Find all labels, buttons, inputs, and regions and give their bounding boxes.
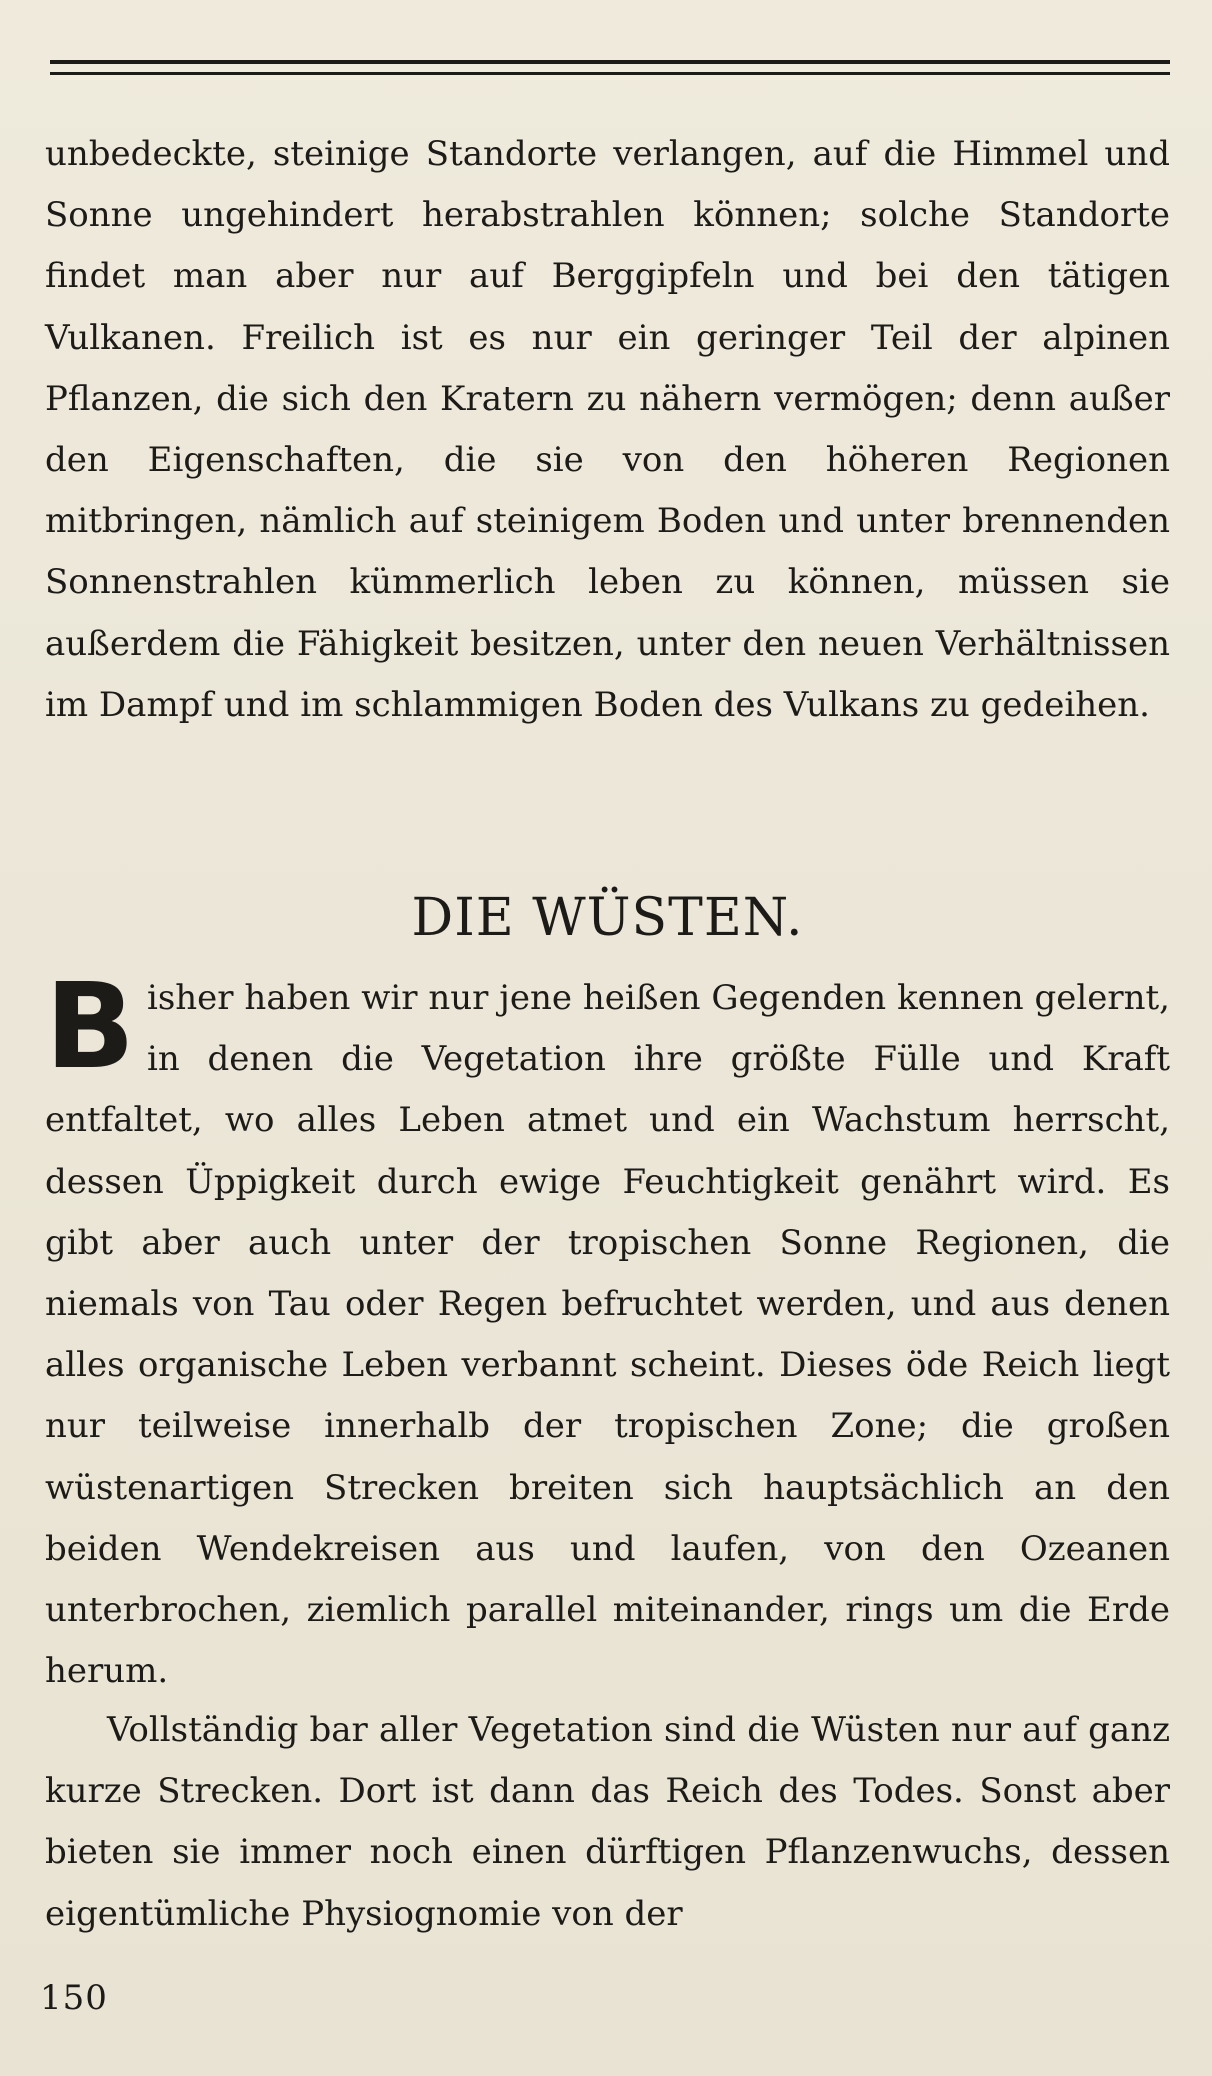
paragraph-1: unbedeckte, steinige Standorte verlangen, auf die Himmel und Sonne ungehindert herabstrahlen können; solche Standorte findet man aber nur auf Berggipfeln und bei den tätigen Vulkanen. Freilich ist es nur ein geringer Teil der alpinen Pflanzen, die sich den Kratern zu nähern vermögen; denn außer den Eigenschaften, die sie von den höheren Regionen mitbringen, nämlich auf steinigem Boden und unter brennenden Sonnenstrahlen kümmerlich leben zu können, müssen sie außerdem die Fähigkeit besitzen, unter den neuen Verhältnissen im Dampf und im schlammigen Boden des Vulkans zu gedeihen.: [45, 134, 1170, 725]
paragraph-3: Vollständig bar aller Vegetation sind die Wüsten nur auf ganz kurze Strecken. Dort ist dann das Reich des Todes. Sonst aber bieten sie immer noch einen dürftigen Pflanzenwuchs, dessen eigentümliche Physiognomie von der: [45, 1710, 1170, 1934]
drop-cap: B: [45, 957, 135, 1095]
page-number: 150: [40, 1978, 108, 2018]
paragraph-2: [45, 957, 1170, 1702]
header-rule-thick: [50, 60, 1170, 64]
section-heading: DIE WÜSTEN.: [411, 888, 804, 948]
header-rule-thin: [50, 72, 1170, 75]
paragraph-2-text: isher haben wir nur jene heißen Gegenden kennen gelernt, in denen die Vegetation ihre größte Fülle und Kraft entfaltet, wo alles Leben atmet und ein Wachstum herrscht, dessen Üppigkeit durch ewige Feuchtigkeit genährt wird. Es gibt aber auch unter der tropischen Sonne Regionen, die niemals von Tau oder Regen befruchtet werden, und aus denen alles organische Leben verbannt scheint. Dieses öde Reich liegt nur teilweise innerhalb der tropischen Zone; die großen wüstenartigen Strecken breiten sich hauptsächlich an den beiden Wendekreisen aus und laufen, von den Ozeanen unterbrochen, ziemlich parallel miteinander, rings um die Erde herum.: [45, 978, 1170, 1692]
